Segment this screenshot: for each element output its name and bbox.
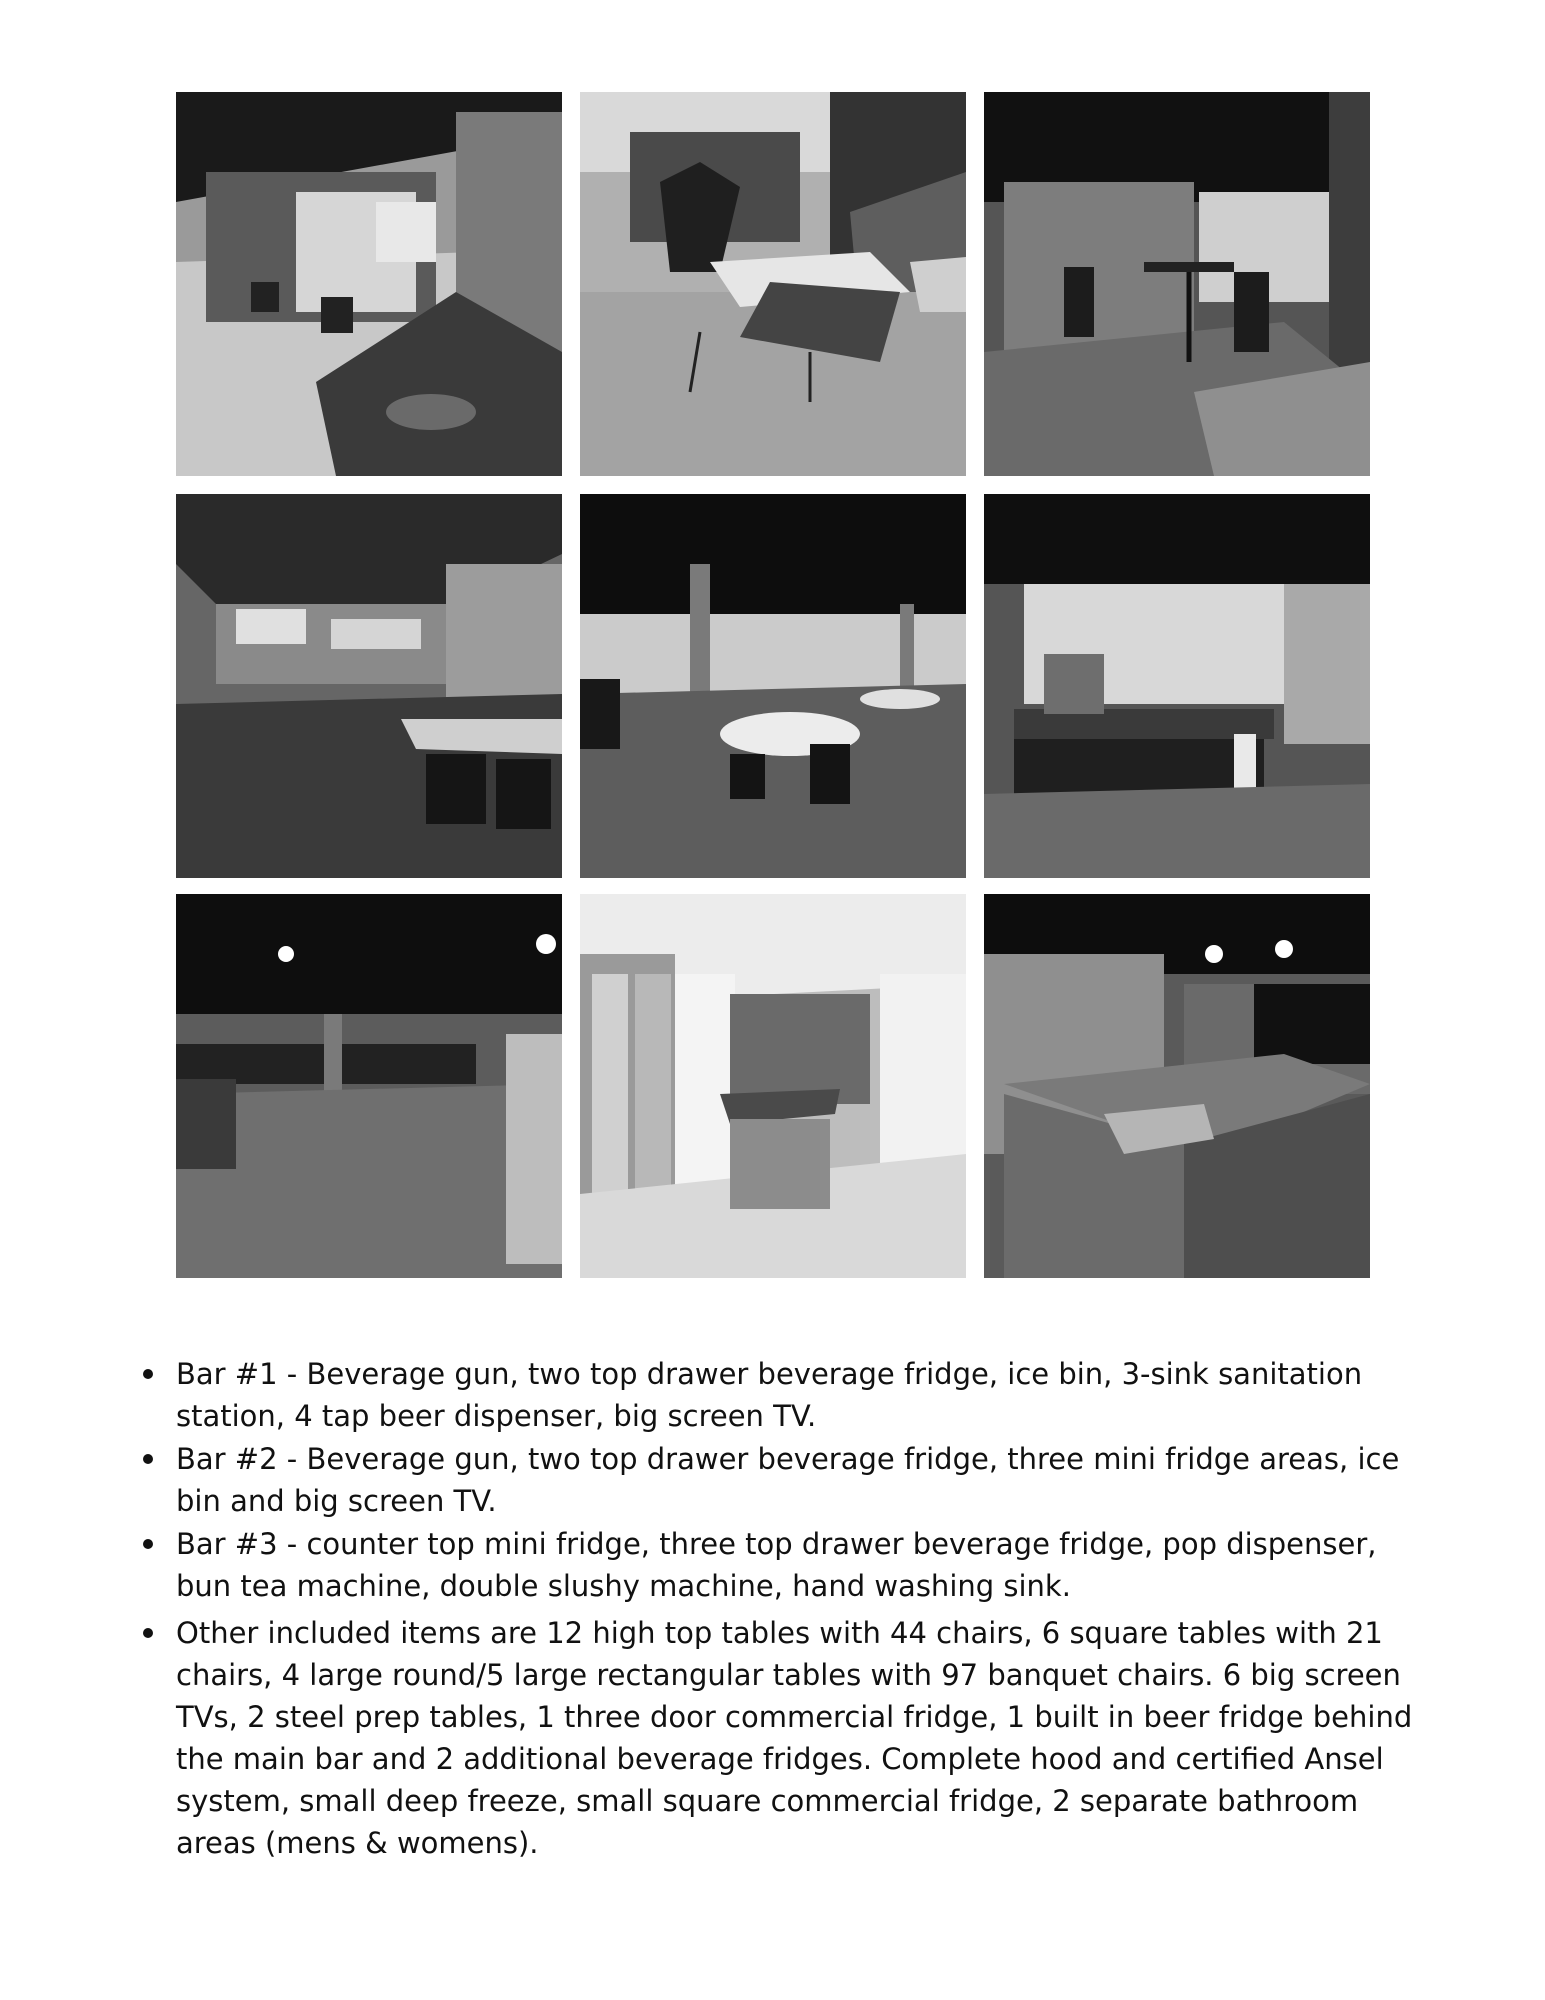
bullet-icon xyxy=(143,1539,153,1549)
list-item-other-items xyxy=(140,1612,1430,1864)
list-item-text: Other included items are 12 high top tables with 44 chairs, 6 square tables with 21 chairs, 4 large round/5 large rectangular tables with 97 banquet chairs. 6 big screen TVs, 2 steel prep tables, 1 three door commercial fridge, 1 built in beer fridge behind the main bar and 2 additional beverage fridges. Complete hood and certified Ansel system, small deep freeze, small square commercial fridge, 2 separate bathroom areas (mens & womens). xyxy=(176,1616,1413,1860)
commercial-kitchen-photo xyxy=(580,894,966,1278)
storefront-sidewalk-photo xyxy=(176,92,562,476)
amenities-list xyxy=(140,1353,1430,1864)
banquet-room-photo xyxy=(176,894,562,1278)
list-item-bar-3 xyxy=(140,1523,1430,1607)
list-item-text: Bar #3 - counter top mini fridge, three top drawer beverage fridge, pop dispenser, bun tea machine, double slushy machine, hand washing sink. xyxy=(176,1527,1377,1603)
list-item-bar-1 xyxy=(140,1353,1430,1437)
service-counter-photo xyxy=(984,494,1370,878)
high-top-lounge-photo xyxy=(984,92,1370,476)
bullet-icon xyxy=(143,1454,153,1464)
list-item-bar-2 xyxy=(140,1438,1430,1522)
bullet-icon xyxy=(143,1628,153,1638)
bullet-icon xyxy=(143,1369,153,1379)
wood-bar-photo xyxy=(984,894,1370,1278)
list-item-text: Bar #1 - Beverage gun, two top drawer beverage fridge, ice bin, 3-sink sanitation station, 4 tap beer dispenser, big screen TV. xyxy=(176,1357,1363,1433)
list-item-text: Bar #2 - Beverage gun, two top drawer beverage fridge, three mini fridge areas, ice bin and big screen TV. xyxy=(176,1442,1400,1518)
dining-room-photo xyxy=(580,494,966,878)
empty-hall-photo xyxy=(176,494,562,878)
outdoor-patio-photo xyxy=(580,92,966,476)
photo-grid xyxy=(176,92,1370,1278)
